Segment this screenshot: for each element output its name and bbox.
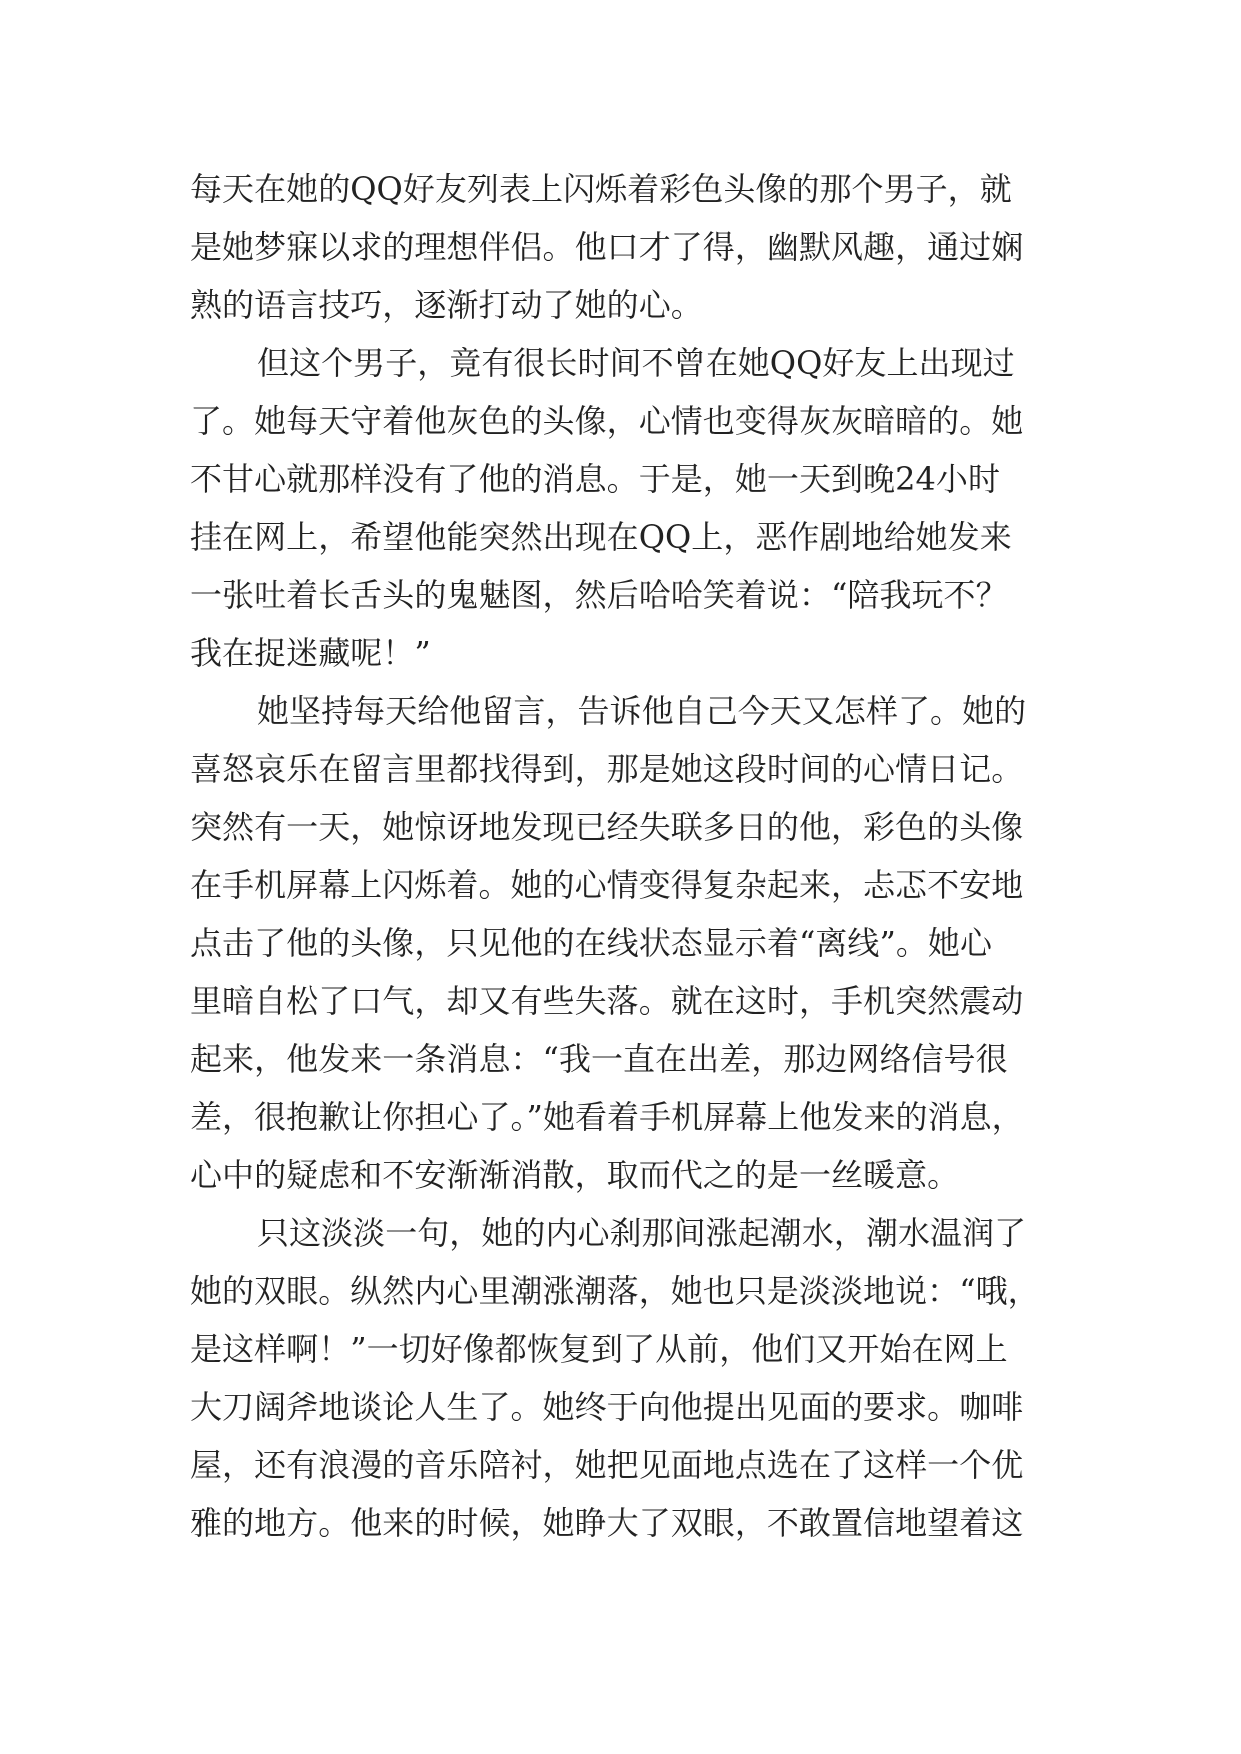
article-body	[190, 160, 1070, 1552]
text-line: 点击了他的头像，只见他的在线状态显示着“离线”。她心	[190, 924, 993, 962]
paragraph-2	[190, 334, 1070, 682]
text-line: 熟的语言技巧，逐渐打动了她的心。	[190, 286, 703, 324]
text-line: 里暗自松了口气，却又有些失落。就在这时，手机突然震动	[190, 982, 1024, 1020]
text-line: 不甘心就那样没有了他的消息。于是，她一天到晚24小时	[190, 460, 1001, 498]
text-line: 她坚持每天给他留言，告诉他自己今天又怎样了。她的	[257, 692, 1027, 730]
text-line: 突然有一天，她惊讶地发现已经失联多日的他，彩色的头像	[190, 808, 1024, 846]
text-line: 挂在网上，希望他能突然出现在QQ上，恶作剧地给她发来	[190, 518, 1012, 556]
text-line: 在手机屏幕上闪烁着。她的心情变得复杂起来，忐忑不安地	[190, 866, 1024, 904]
text-line: 但这个男子，竟有很长时间不曾在她QQ好友上出现过	[257, 344, 1015, 382]
text-line: 雅的地方。他来的时候，她睁大了双眼，不敢置信地望着这	[190, 1504, 1024, 1542]
paragraph-4	[190, 1204, 1070, 1552]
paragraph-1	[190, 160, 1070, 334]
paragraph-3	[190, 682, 1070, 1204]
text-line: 是她梦寐以求的理想伴侣。他口才了得，幽默风趣，通过娴	[190, 228, 1024, 266]
text-line: 了。她每天守着他灰色的头像，心情也变得灰灰暗暗的。她	[190, 402, 1024, 440]
text-line: 只这淡淡一句，她的内心刹那间涨起潮水，潮水温润了	[257, 1214, 1027, 1252]
text-line: 喜怒哀乐在留言里都找得到，那是她这段时间的心情日记。	[190, 750, 1024, 788]
text-line: 屋，还有浪漫的音乐陪衬，她把见面地点选在了这样一个优	[190, 1446, 1024, 1484]
text-line: 一张吐着长舌头的鬼魅图，然后哈哈笑着说：“陪我玩不？	[190, 576, 1008, 614]
text-line: 我在捉迷藏呢！”	[190, 634, 431, 672]
text-line: 差，很抱歉让你担心了。”她看着手机屏幕上他发来的消息，	[190, 1098, 1024, 1136]
text-line: 每天在她的QQ好友列表上闪烁着彩色头像的那个男子，就	[190, 170, 1012, 208]
text-line: 她的双眼。纵然内心里潮涨潮落，她也只是淡淡地说：“哦，	[190, 1272, 1040, 1310]
text-line: 起来，他发来一条消息：“我一直在出差，那边网络信号很	[190, 1040, 1008, 1078]
text-line: 是这样啊！”一切好像都恢复到了从前，他们又开始在网上	[190, 1330, 1008, 1368]
text-line: 心中的疑虑和不安渐渐消散，取而代之的是一丝暖意。	[190, 1156, 960, 1194]
text-line: 大刀阔斧地谈论人生了。她终于向他提出见面的要求。咖啡	[190, 1388, 1024, 1426]
